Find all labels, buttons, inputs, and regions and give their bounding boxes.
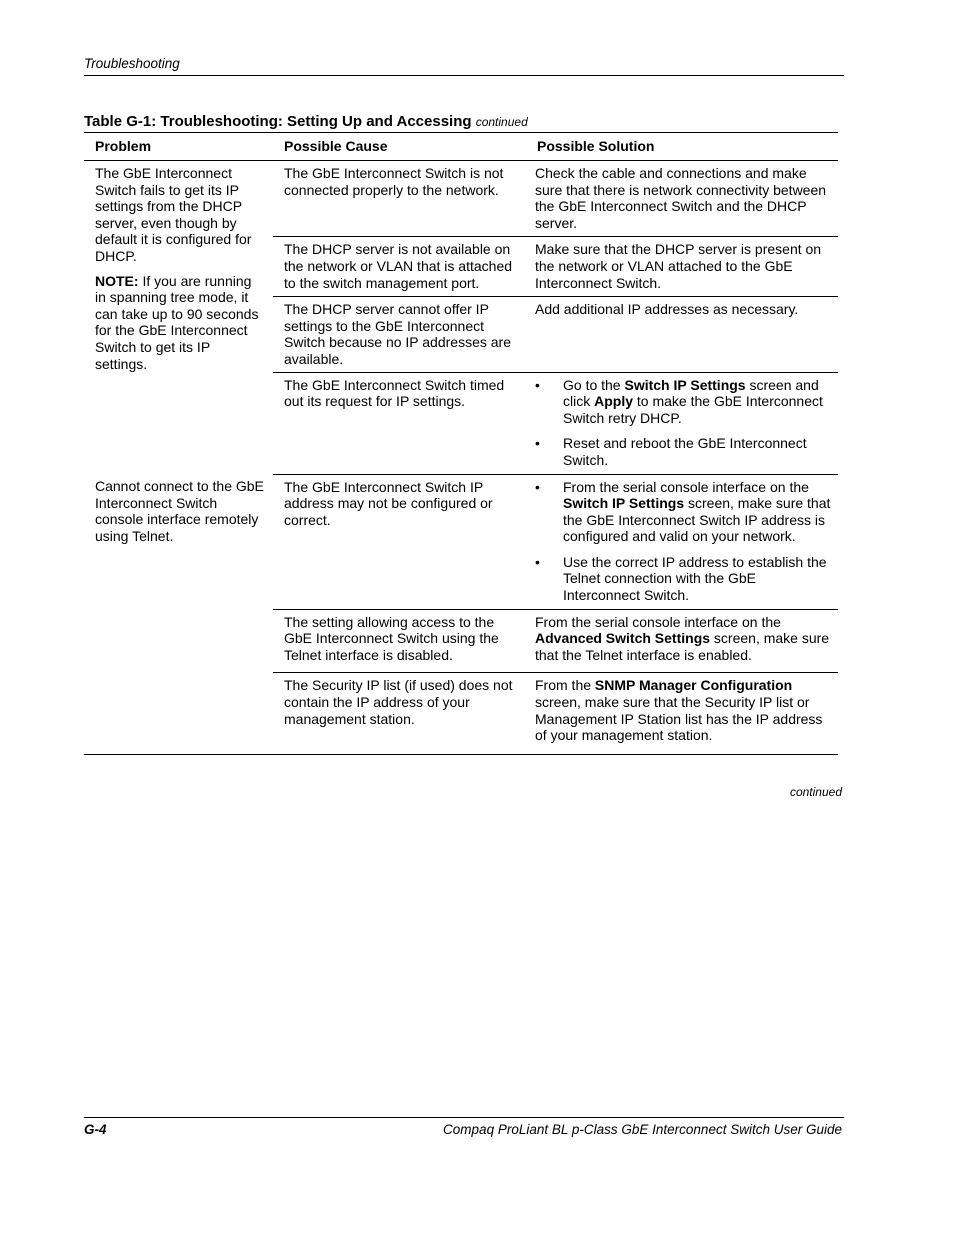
page-number: G-4 <box>84 1122 107 1137</box>
solution-cell: From the serial console interface on the Advanced Switch Settings screen, make sure that the Telnet interface is enabled. <box>526 609 838 673</box>
guide-title: Compaq ProLiant BL p-Class GbE Interconnect Switch User Guide <box>443 1122 842 1137</box>
table-caption-title: Table G-1: Troubleshooting: Setting Up and Accessing <box>84 113 472 130</box>
problem-cell <box>84 161 273 475</box>
solution-cell: Check the cable and connections and make sure that there is network connectivity between the GbE Interconnect Switch and the DHCP server. <box>526 161 838 237</box>
problem-text: The GbE Interconnect Switch fails to get its IP settings from the DHCP server, even though by default it is configured for DHCP. <box>95 165 252 264</box>
note-text: If you are running in spanning tree mode, it can take up to 90 seconds for the GbE Interconnect Switch to get its IP settings. <box>95 272 259 372</box>
bullet-icon: • <box>535 478 540 495</box>
page-footer <box>84 1117 844 1138</box>
troubleshooting-table <box>84 132 838 755</box>
note-label: NOTE: <box>95 272 139 289</box>
cause-cell: The DHCP server cannot offer IP settings to the GbE Interconnect Switch because no IP addresses are available. <box>273 297 526 372</box>
cause-cell: The GbE Interconnect Switch timed out its request for IP settings. <box>273 372 526 474</box>
bullet-icon: • <box>535 553 540 570</box>
cause-cell: The GbE Interconnect Switch IP address may not be configured or correct. <box>273 474 526 609</box>
problem-note <box>95 273 265 373</box>
table-caption <box>84 113 838 131</box>
problem-text: Cannot connect to the GbE Interconnect Switch console interface remotely using Telnet. <box>95 478 264 544</box>
column-header-possible-cause: Possible Cause <box>273 133 526 161</box>
solution-cell <box>526 474 838 609</box>
solution-cell: Make sure that the DHCP server is present on the network or VLAN attached to the GbE Interconnect Switch. <box>526 237 838 297</box>
continued-note: continued <box>789 785 842 799</box>
solution-bullet: • Reset and reboot the GbE Interconnect Switch. <box>535 435 807 468</box>
solution-cell: Add additional IP addresses as necessary. <box>526 297 838 372</box>
solution-bullet: • Go to the Switch IP Settings screen and click Apply to make the GbE Interconnect Switch retry DHCP. <box>535 376 823 426</box>
solution-bullet: • Use the correct IP address to establish the Telnet connection with the GbE Interconnect Switch. <box>535 553 827 604</box>
solution-bullet: • From the serial console interface on the Switch IP Settings screen, make sure that the GbE Interconnect Switch IP address is configured and valid on your network. <box>535 478 831 545</box>
table-header-row <box>84 133 838 161</box>
bullet-icon: • <box>535 376 540 393</box>
solution-bullet-list <box>535 377 832 469</box>
cause-cell: The GbE Interconnect Switch is not connected properly to the network. <box>273 161 526 237</box>
solution-bullet-list <box>535 479 832 604</box>
running-header: Troubleshooting <box>84 56 844 76</box>
solution-cell: From the SNMP Manager Configuration screen, make sure that the Security IP list or Management IP Station list has the IP address of your management station. <box>526 673 838 754</box>
cause-cell: The setting allowing access to the GbE Interconnect Switch using the Telnet interface is disabled. <box>273 609 526 673</box>
table-caption-continued: continued <box>475 115 528 129</box>
cause-cell: The Security IP list (if used) does not contain the IP address of your management station. <box>273 673 526 754</box>
solution-cell <box>526 372 838 474</box>
cause-cell: The DHCP server is not available on the network or VLAN that is attached to the switch management port. <box>273 237 526 297</box>
column-header-problem: Problem <box>84 133 273 161</box>
bullet-icon: • <box>535 435 540 452</box>
table-row <box>84 474 838 609</box>
problem-cell <box>84 474 273 754</box>
table-row <box>84 161 838 237</box>
column-header-possible-solution: Possible Solution <box>526 133 838 161</box>
